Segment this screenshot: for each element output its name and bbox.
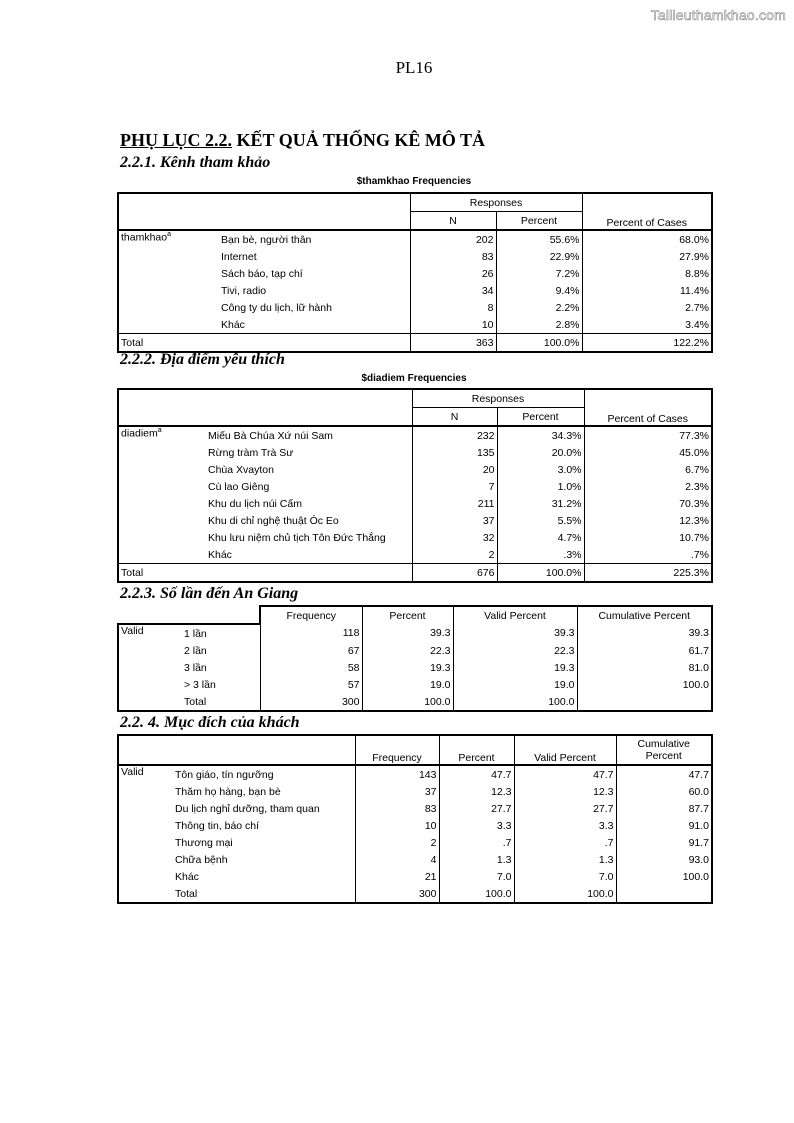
cell-cumulative-percent — [616, 885, 712, 903]
cell-percent-of-cases: 6.7% — [584, 461, 712, 478]
cell-frequency: 83 — [355, 800, 439, 817]
cell-percent: 34.3% — [497, 426, 584, 444]
cell-percent: 47.7 — [439, 765, 514, 783]
cell-percent: 12.3 — [439, 783, 514, 800]
cell-percent: 22.9% — [496, 248, 582, 265]
total-percent: 100.0% — [497, 564, 584, 583]
row-label: Khác — [219, 316, 410, 334]
cell-cumulative-percent: 81.0 — [577, 659, 712, 676]
row-label: Chùa Xvayton — [206, 461, 412, 478]
cell-n: 26 — [410, 265, 496, 282]
row-label: Total — [173, 885, 355, 903]
footnote-marker: a — [157, 427, 162, 434]
row-label: Khu di chỉ nghệ thuật Óc Eo — [206, 512, 412, 529]
row-label: Sách báo, tạp chí — [219, 265, 410, 282]
cell-percent-of-cases: .7% — [584, 546, 712, 564]
cell-n: 37 — [412, 512, 497, 529]
cell-cumulative-percent: 47.7 — [616, 765, 712, 783]
cell-percent: 55.6% — [496, 230, 582, 248]
cell-n: 32 — [412, 529, 497, 546]
row-label: Tivi, radio — [219, 282, 410, 299]
header-percent: Percent — [439, 735, 514, 765]
row-label: 2 lần — [182, 642, 260, 659]
cell-percent-of-cases: 70.3% — [584, 495, 712, 512]
row-label: Internet — [219, 248, 410, 265]
cell-valid-percent: 19.0 — [453, 676, 577, 693]
header-valid-percent: Valid Percent — [514, 735, 616, 765]
cell-percent-of-cases: 12.3% — [584, 512, 712, 529]
header-frequency: Frequency — [260, 606, 362, 624]
table-row — [118, 765, 712, 783]
cell-frequency: 67 — [260, 642, 362, 659]
cell-frequency: 2 — [355, 834, 439, 851]
table-title-thamkhao: $thamkhao Frequencies — [356, 176, 472, 187]
cell-n: 20 — [412, 461, 497, 478]
cell-percent: 20.0% — [497, 444, 584, 461]
cell-percent: 3.3 — [439, 817, 514, 834]
cell-n: 211 — [412, 495, 497, 512]
cell-percent: 100.0 — [362, 693, 453, 711]
section-title-so-lan: 2.2.3. Số lần đến An Giang — [120, 585, 299, 602]
cell-valid-percent: 1.3 — [514, 851, 616, 868]
cell-cumulative-percent: 91.0 — [616, 817, 712, 834]
cell-n: 83 — [410, 248, 496, 265]
table-title-diadiem: $diadiem Frequencies — [361, 373, 467, 384]
table-row — [118, 851, 712, 868]
section-title-diadiem: 2.2.2. Địa điểm yêu thích — [120, 351, 285, 368]
row-group-label: Valid — [118, 624, 182, 711]
cell-percent: 19.3 — [362, 659, 453, 676]
header-cumulative-line2: Percent — [645, 750, 682, 762]
cell-percent-of-cases: 10.7% — [584, 529, 712, 546]
total-row — [118, 693, 712, 711]
cell-frequency: 58 — [260, 659, 362, 676]
cell-cumulative-percent — [577, 693, 712, 711]
cell-frequency: 57 — [260, 676, 362, 693]
cell-percent-of-cases: 3.4% — [582, 316, 712, 334]
table-row — [118, 817, 712, 834]
row-group-label: Valid — [118, 765, 173, 903]
row-label: Khác — [173, 868, 355, 885]
table-row — [118, 868, 712, 885]
total-label: Total — [118, 334, 410, 353]
cell-frequency: 37 — [355, 783, 439, 800]
section-title-muc-dich: 2.2. 4. Mục đích của khách — [120, 714, 300, 731]
cell-frequency: 118 — [260, 624, 362, 642]
cell-percent-of-cases: 11.4% — [582, 282, 712, 299]
table-row — [118, 546, 712, 564]
header-valid-percent: Valid Percent — [453, 606, 577, 624]
cell-valid-percent: .7 — [514, 834, 616, 851]
cell-n: 10 — [410, 316, 496, 334]
row-label: Thông tin, báo chí — [173, 817, 355, 834]
cell-frequency: 300 — [260, 693, 362, 711]
header-percent-of-cases: Percent of Cases — [582, 193, 712, 230]
total-n: 363 — [410, 334, 496, 353]
cell-percent-of-cases: 68.0% — [582, 230, 712, 248]
cell-percent-of-cases: 27.9% — [582, 248, 712, 265]
appendix-prefix: PHỤ LỤC 2.2. — [120, 130, 232, 150]
header-responses: Responses — [412, 389, 584, 408]
total-row — [118, 885, 712, 903]
cell-percent: 19.0 — [362, 676, 453, 693]
section-title-thamkhao: 2.2.1. Kênh tham khảo — [120, 154, 271, 171]
cell-valid-percent: 39.3 — [453, 624, 577, 642]
row-label: 3 lần — [182, 659, 260, 676]
cell-percent: 22.3 — [362, 642, 453, 659]
appendix-title: KẾT QUẢ THỐNG KÊ MÔ TẢ — [232, 130, 486, 150]
table-row — [118, 529, 712, 546]
cell-valid-percent: 100.0 — [453, 693, 577, 711]
row-label: Bạn bè, người thân — [219, 230, 410, 248]
header-percent: Percent — [497, 408, 584, 427]
row-label: Thương mại — [173, 834, 355, 851]
cell-percent: 7.2% — [496, 265, 582, 282]
row-label: Thăm họ hàng, bạn bè — [173, 783, 355, 800]
table-row — [118, 512, 712, 529]
cell-percent-of-cases: 8.8% — [582, 265, 712, 282]
cell-percent: 2.8% — [496, 316, 582, 334]
table-row — [118, 444, 712, 461]
cell-cumulative-percent: 100.0 — [577, 676, 712, 693]
page-number: PL16 — [395, 58, 433, 77]
cell-valid-percent: 19.3 — [453, 659, 577, 676]
cell-cumulative-percent: 100.0 — [616, 868, 712, 885]
cell-frequency: 4 — [355, 851, 439, 868]
cell-n: 8 — [410, 299, 496, 316]
watermark: Tailieuthamkhao.com — [650, 7, 786, 23]
cell-cumulative-percent: 61.7 — [577, 642, 712, 659]
header-n: N — [412, 408, 497, 427]
cell-n: 232 — [412, 426, 497, 444]
row-label: Rừng tràm Trà Sư — [206, 444, 412, 461]
cell-cumulative-percent: 60.0 — [616, 783, 712, 800]
cell-valid-percent: 7.0 — [514, 868, 616, 885]
cell-percent: 31.2% — [497, 495, 584, 512]
table-row — [118, 676, 712, 693]
cell-n: 34 — [410, 282, 496, 299]
cell-cumulative-percent: 91.7 — [616, 834, 712, 851]
cell-n: 2 — [412, 546, 497, 564]
table-row — [118, 495, 712, 512]
cell-percent: 1.3 — [439, 851, 514, 868]
header-cumulative-percent: Cumulative Percent — [577, 606, 712, 624]
cell-frequency: 21 — [355, 868, 439, 885]
header-percent: Percent — [496, 212, 582, 231]
cell-valid-percent: 100.0 — [514, 885, 616, 903]
cell-percent-of-cases: 2.3% — [584, 478, 712, 495]
row-group-label — [118, 426, 206, 564]
header-percent-of-cases: Percent of Cases — [584, 389, 712, 426]
appendix-heading — [120, 130, 485, 151]
cell-cumulative-percent: 39.3 — [577, 624, 712, 642]
total-row — [118, 564, 712, 583]
cell-percent: .3% — [497, 546, 584, 564]
cell-frequency: 10 — [355, 817, 439, 834]
cell-percent: 100.0 — [439, 885, 514, 903]
cell-frequency: 143 — [355, 765, 439, 783]
so-lan-table — [117, 605, 713, 712]
cell-percent: 9.4% — [496, 282, 582, 299]
cell-valid-percent: 22.3 — [453, 642, 577, 659]
total-percent-of-cases: 225.3% — [584, 564, 712, 583]
cell-percent: 39.3 — [362, 624, 453, 642]
header-percent: Percent — [362, 606, 453, 624]
cell-percent: 1.0% — [497, 478, 584, 495]
cell-percent: .7 — [439, 834, 514, 851]
cell-valid-percent: 27.7 — [514, 800, 616, 817]
cell-percent: 5.5% — [497, 512, 584, 529]
cell-cumulative-percent: 87.7 — [616, 800, 712, 817]
row-label: Khác — [206, 546, 412, 564]
cell-valid-percent: 3.3 — [514, 817, 616, 834]
table-row — [118, 624, 712, 642]
total-label: Total — [118, 564, 412, 583]
table-row — [118, 800, 712, 817]
table-row — [118, 478, 712, 495]
cell-cumulative-percent: 93.0 — [616, 851, 712, 868]
cell-n: 135 — [412, 444, 497, 461]
cell-percent: 4.7% — [497, 529, 584, 546]
group-name: thamkhao — [121, 231, 168, 244]
row-label: 1 lần — [182, 624, 260, 642]
header-n: N — [410, 212, 496, 231]
cell-n: 202 — [410, 230, 496, 248]
group-name: diadiem — [121, 427, 158, 440]
muc-dich-table — [117, 734, 713, 904]
table-row — [118, 642, 712, 659]
total-row — [118, 334, 712, 353]
cell-n: 7 — [412, 478, 497, 495]
row-label: Khu du lịch núi Cấm — [206, 495, 412, 512]
table-row — [118, 783, 712, 800]
table-row — [118, 461, 712, 478]
row-label: Total — [182, 693, 260, 711]
cell-valid-percent: 12.3 — [514, 783, 616, 800]
cell-percent: 7.0 — [439, 868, 514, 885]
cell-percent-of-cases: 2.7% — [582, 299, 712, 316]
cell-percent-of-cases: 45.0% — [584, 444, 712, 461]
cell-valid-percent: 47.7 — [514, 765, 616, 783]
table-row — [118, 230, 712, 248]
header-responses: Responses — [410, 193, 582, 212]
diadiem-table — [117, 388, 713, 583]
row-label: Miếu Bà Chúa Xứ núi Sam — [206, 426, 412, 444]
total-n: 676 — [412, 564, 497, 583]
table-row — [118, 426, 712, 444]
cell-frequency: 300 — [355, 885, 439, 903]
table-row — [118, 659, 712, 676]
row-label: Du lịch nghỉ dưỡng, tham quan — [173, 800, 355, 817]
row-group-label — [118, 230, 219, 334]
row-label: Cù lao Giêng — [206, 478, 412, 495]
header-cumulative-percent — [616, 735, 712, 765]
row-label: Công ty du lịch, lữ hành — [219, 299, 410, 316]
cell-percent: 3.0% — [497, 461, 584, 478]
header-cumulative-line1: Cumulative — [637, 738, 691, 750]
row-label: Khu lưu niệm chủ tịch Tôn Đức Thắng — [206, 529, 412, 546]
footnote-marker: a — [167, 231, 172, 238]
row-label: Chữa bệnh — [173, 851, 355, 868]
cell-percent: 2.2% — [496, 299, 582, 316]
row-label: Tôn giáo, tín ngưỡng — [173, 765, 355, 783]
total-percent-of-cases: 122.2% — [582, 334, 712, 353]
total-percent: 100.0% — [496, 334, 582, 353]
row-label: > 3 lần — [182, 676, 260, 693]
cell-percent-of-cases: 77.3% — [584, 426, 712, 444]
cell-percent: 27.7 — [439, 800, 514, 817]
thamkhao-table — [117, 192, 713, 353]
table-row — [118, 834, 712, 851]
header-frequency: Frequency — [355, 735, 439, 765]
